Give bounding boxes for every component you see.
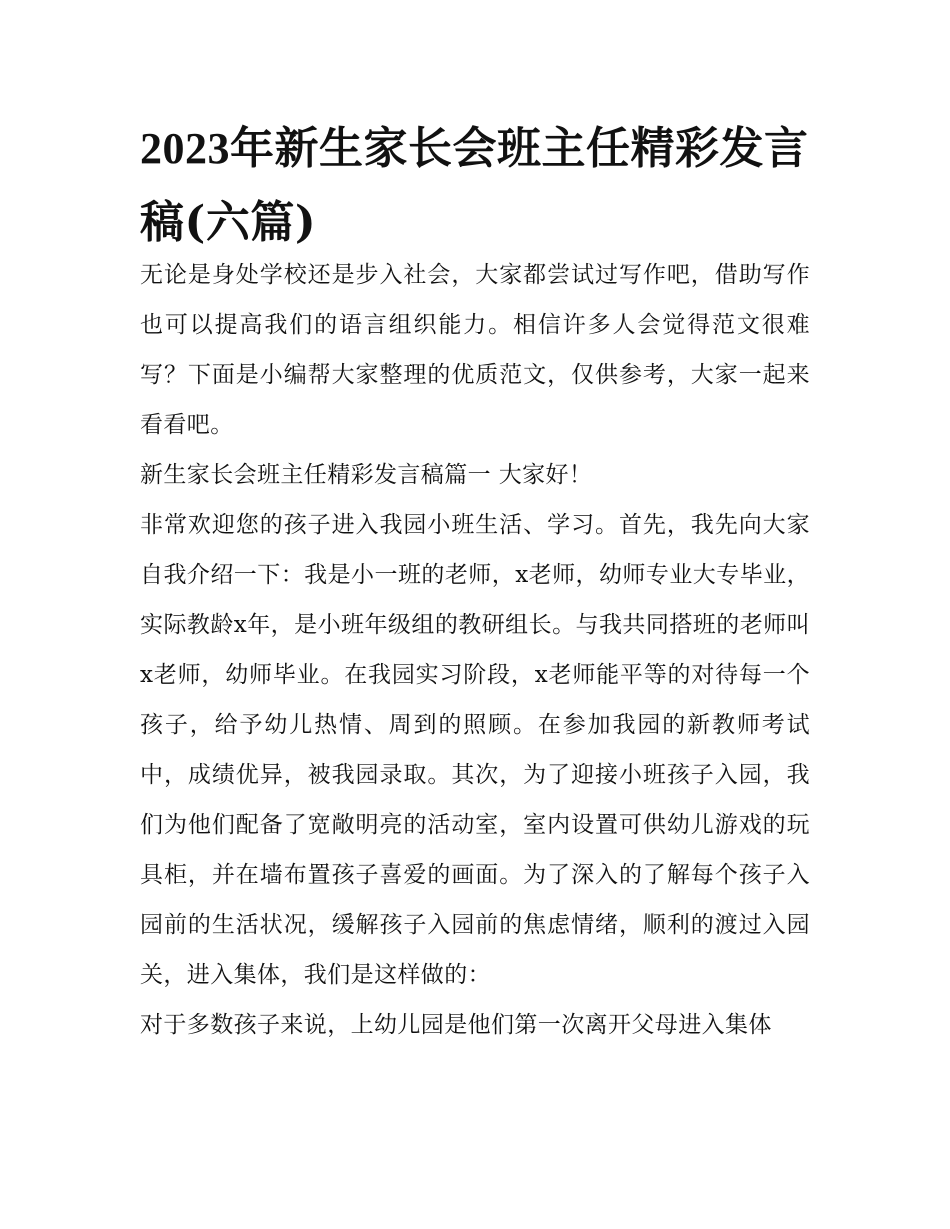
title-text: 年新生家长会班主任精彩发言稿(六篇): [140, 123, 809, 248]
title-year: 2023: [140, 124, 230, 173]
document-body: [140, 250, 810, 1050]
intro-paragraph: 无论是身处学校还是步入社会，大家都尝试过写作吧，借助写作也可以提高我们的语言组织能力。相信许多人会觉得范文很难写？下面是小编帮大家整理的优质范文，仅供参考，大家一起来看看吧。: [140, 262, 810, 438]
section-heading-paragraph: 新生家长会班主任精彩发言稿篇一 大家好！: [140, 462, 593, 488]
document-page: [140, 0, 810, 1229]
body-paragraph: 非常欢迎您的孩子进入我园小班生活、学习。首先，我先向大家自我介绍一下：我是小一班的老师，x老师，幼师专业大专毕业，实际教龄x年，是小班年级组的教研组长。与我共同搭班的老师叫x老师，幼师毕业。在我园实习阶段，x老师能平等的对待每一个孩子，给予幼儿热情、周到的照顾。在参加我园的新教师考试中，成绩优异，被我园录取。其次，为了迎接小班孩子入园，我们为他们配备了宽敞明亮的活动室，室内设置可供幼儿游戏的玩具柜，并在墙布置孩子喜爱的画面。为了深入的了解每个孩子入园前的生活状况，缓解孩子入园前的焦虑情绪，顺利的渡过入园关，进入集体，我们是这样做的：: [140, 512, 810, 988]
body-paragraph-continued: 对于多数孩子来说，上幼儿园是他们第一次离开父母进入集体: [140, 1012, 772, 1038]
document-title: [140, 112, 810, 260]
